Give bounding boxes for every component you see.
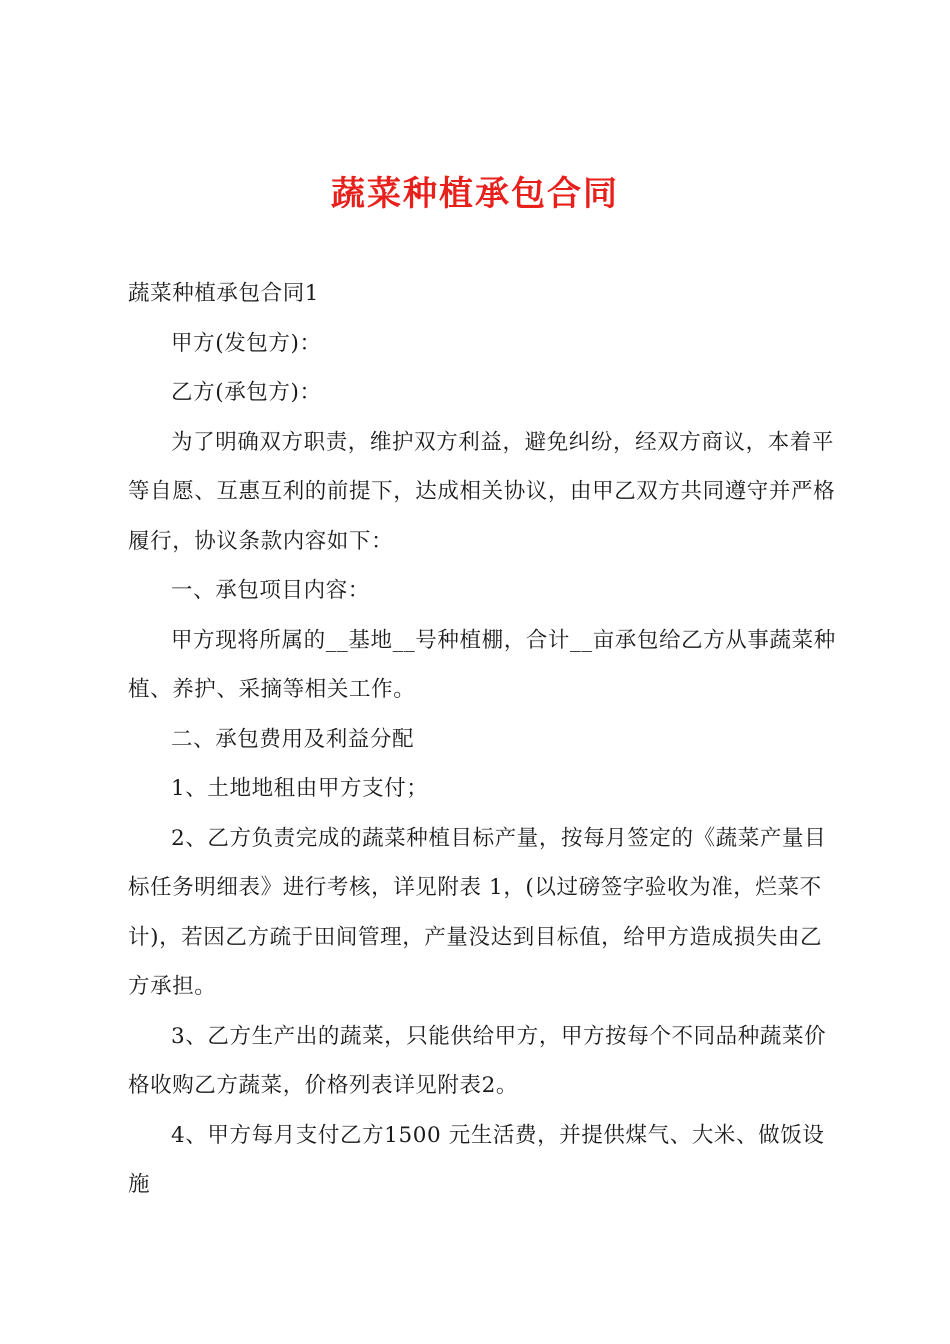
paragraph-project-content: 甲方现将所属的__基地__号种植棚，合计__亩承包给乙方从事蔬菜种植、养护、采摘等相关工作。 [128,627,836,702]
clause-3: 3、乙方生产出的蔬菜，只能供给甲方，甲方按每个不同品种蔬菜价格收购乙方蔬菜，价格列表详见附表2。 [128,1023,827,1098]
clause-1: 1、土地地租由甲方支付； [171,776,429,801]
paragraph-preamble: 为了明确双方职责，维护双方利益，避免纠纷，经双方商议，本着平等自愿、互惠互利的前提下，达成相关协议，由甲乙双方共同遵守并严格履行，协议条款内容如下： [128,429,836,554]
section-heading-2: 二、承包费用及利益分配 [171,726,415,752]
paragraph-party-b: 乙方(承包方)： [171,380,322,405]
document-title: 蔬菜种植承包合同 [331,174,619,214]
clause-2: 2、乙方负责完成的蔬菜种植目标产量，按每月签定的《蔬菜产量目标任务明细表》进行考核，详见附表 1，(以过磅签字验收为准，烂菜不计)，若因乙方疏于田间管理，产量没达到目标值，给甲方造成损失由乙方承担。 [128,825,827,999]
document-body [128,269,840,1210]
clause-4: 4、甲方每月支付乙方1500 元生活费，并提供煤气、大米、做饭设施 [128,1122,825,1197]
paragraph-contract-heading: 蔬菜种植承包合同1 [128,281,320,306]
section-heading-1: 一、承包项目内容： [171,578,370,603]
paragraph-party-a: 甲方(发包方)： [171,330,322,356]
